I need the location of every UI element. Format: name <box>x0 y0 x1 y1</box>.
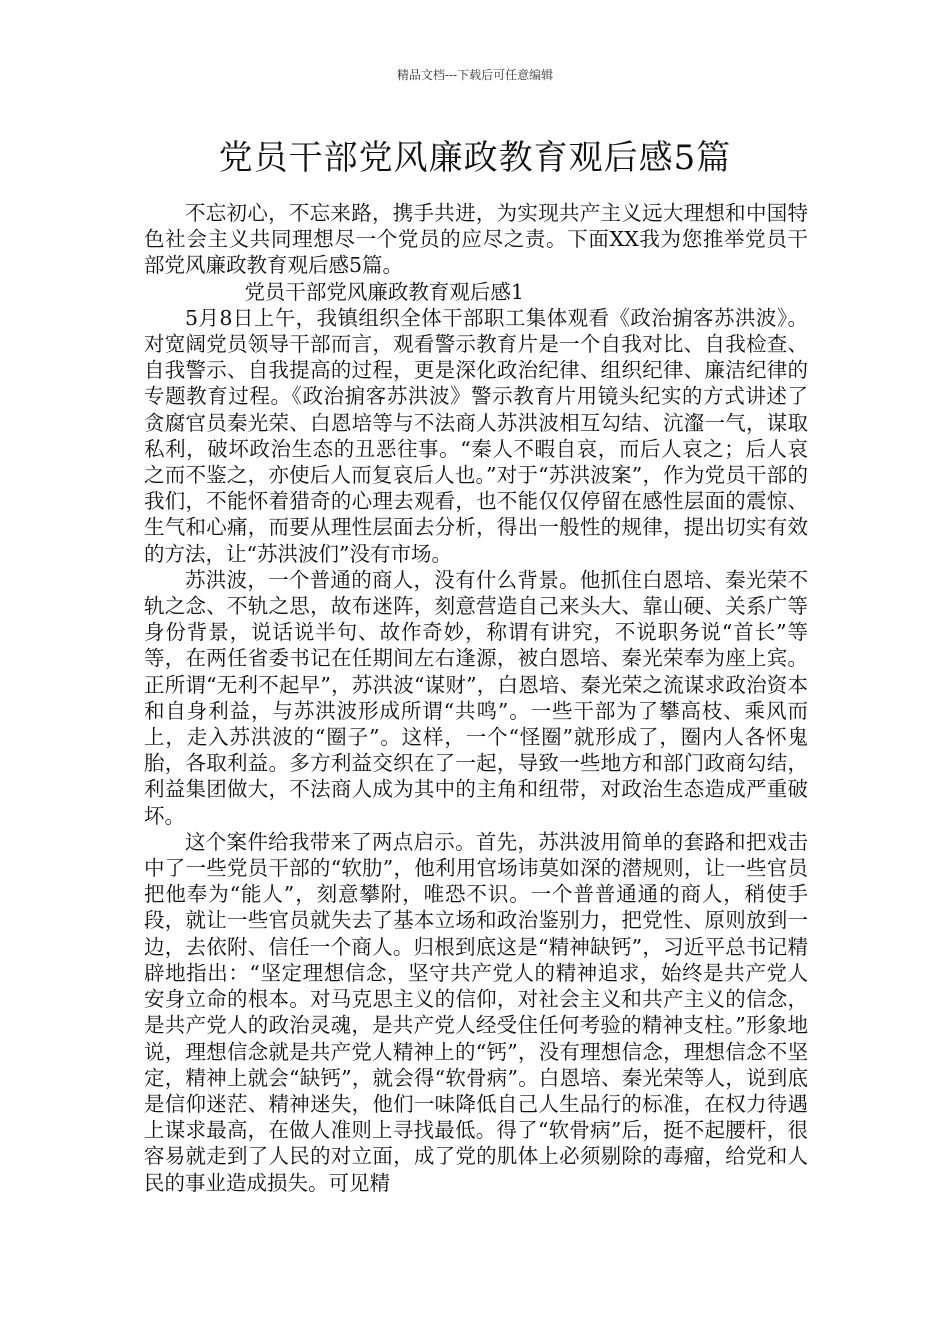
body-paragraph: 这个案件给我带来了两点启示。首先，苏洪波用简单的套路和把戏击中了一些党员干部的“软肋”，他利用官场讳莫如深的潜规则，让一些官员把他奉为“能人”，刻意攀附，唯恐不识。一个普普通通的商人，稍使手段，就让一些官员就失去了基本立场和政治鉴别力，把党性、原则放到一边，去依附、信任一个商人。归根到底这是“精神缺钙”，习近平总书记精辟地指出：“坚定理想信念，坚守共产党人的精神追求，始终是共产党人安身立命的根本。对马克思主义的信仰，对社会主义和共产主义的信念，是共产党人的政治灵魂，是共产党人经受住任何考验的精神支柱。”形象地说，理想信念就是共产党人精神上的“钙”，没有理想信念，理想信念不坚定，精神上就会“缺钙”，就会得“软骨病”。白恩培、秦光荣等人，说到底是信仰迷茫、精神迷失，他们一味降低自己人生品行的标准，在权力待遇上谋求最高，在做人准则上寻找最低。得了“软骨病”后，挺不起腰杆，很容易就走到了人民的对立面，成了党的肌体上必须剔除的毒瘤，给党和人民的事业造成损失。可见精 <box>144 829 808 1195</box>
document-title: 党员干部党风廉政教育观后感5篇 <box>218 138 732 178</box>
intro-paragraph: 不忘初心，不忘来路，携手共进，为实现共产主义远大理想和中国特色社会主义共同理想尽一个党员的应尽之责。下面XX我为您推举党员干部党风廉政教育观后感5篇。 <box>144 201 808 278</box>
header-note: 精品文档---下载后可任意编辑 <box>396 68 554 82</box>
section-heading: 党员干部党风廉政教育观后感1 <box>244 279 524 304</box>
body-paragraph: 5月8日上午，我镇组织全体干部职工集体观看《政治掮客苏洪波》。对宽阔党员领导干部而言，观看警示教育片是一个自我对比、自我检查、自我警示、自我提高的过程，更是深化政治纪律、组织纪律、廉洁纪律的专题教育过程。《政治掮客苏洪波》警示教育片用镜头纪实的方式讲述了贪腐官员秦光荣、白恩培等与不法商人苏洪波相互勾结、沆瀣一气，谋取私利，破坏政治生态的丑恶往事。“秦人不暇自哀，而后人哀之；后人哀之而不鉴之，亦使后人而复哀后人也。”对于“苏洪波案”，作为党员干部的我们，不能怀着猎奇的心理去观看，也不能仅仅停留在感性层面的震惊、生气和心痛，而要从理性层面去分析，得出一般性的规律，提出切实有效的方法，让“苏洪波们”没有市场。 <box>144 305 808 566</box>
body-paragraph: 苏洪波，一个普通的商人，没有什么背景。他抓住白恩培、秦光荣不轨之念、不轨之思，故布迷阵，刻意营造自己来头大、靠山硬、关系广等身份背景，说话说半句、故作奇妙，称谓有讲究，不说职务说“首长”等等，在两任省委书记在任期间左右逢源，被白恩培、秦光荣奉为座上宾。正所谓“无利不起早”，苏洪波“谋财”，白恩培、秦光荣之流谋求政治资本和自身利益，与苏洪波形成所谓“共鸣”。一些干部为了攀高枝、乘风而上，走入苏洪波的“圈子”。这样，一个“怪圈”就形成了，圈内人各怀鬼胎，各取利益。多方利益交织在了一起，导致一些地方和部门政商勾结，利益集团做大，不法商人成为其中的主角和纽带，对政治生态造成严重破坏。 <box>144 567 808 828</box>
document-body <box>144 200 808 1196</box>
